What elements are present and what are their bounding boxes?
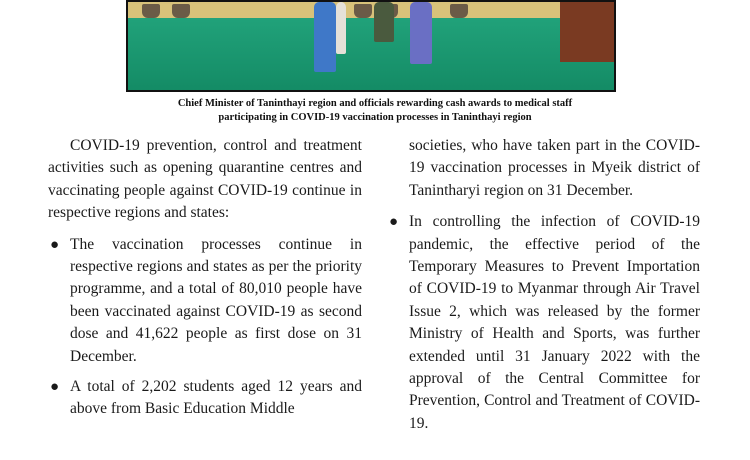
bullet-icon: ● (50, 236, 60, 253)
left-column (48, 135, 362, 429)
flower-pot (450, 4, 468, 18)
bullet-icon: ● (50, 379, 60, 396)
photo-carpet (128, 18, 614, 92)
continuation-paragraph: societies, who have taken part in the COVID-19 vaccination processes in Myeik district of Tanintharyi region on 31 December. (409, 137, 700, 199)
photo-caption (0, 97, 750, 125)
person-figure (314, 2, 336, 72)
flower-pot (354, 4, 372, 18)
flower-pot (142, 4, 160, 18)
person-figure (410, 2, 432, 64)
wooden-cabinet (560, 2, 614, 62)
list-item (387, 211, 700, 435)
ceremony-photo (126, 0, 616, 92)
list-item (48, 234, 362, 368)
list-item (48, 376, 362, 421)
caption-line: Chief Minister of Taninthayi region and officials rewarding cash awards to medical staff (177, 98, 573, 109)
person-figure (336, 2, 346, 54)
person-figure (374, 2, 394, 42)
bullet-icon: ● (389, 214, 399, 231)
list-item-text: In controlling the infection of COVID-19 pandemic, the effective period of the Temporary Measures to Prevent Importation of COVID-19 to Myanmar through Air Travel Issue 2, which was released by the former Ministry of Health and Sports, was further extended until 31 January 2022 with the approval of the Central Committee for Prevention, Control and Treatment of COVID-19. (409, 213, 700, 432)
list-item-text: The vaccination processes continue in respective regions and states as per the priority programme, and a total of 80,010 people have been vaccinated against COVID-19 as second dose and 41,622 people as first dose on 31 December. (70, 235, 362, 365)
intro-paragraph: COVID-19 prevention, control and treatment activities such as opening quarantine centres and vaccinating people against COVID-19 continue in respective regions and states: (48, 137, 362, 222)
right-column (387, 135, 700, 443)
flower-pot (172, 4, 190, 18)
caption-line: participating in COVID-19 vaccination processes in Taninthayi region (218, 112, 532, 123)
list-item-text: A total of 2,202 students aged 12 years and above from Basic Education Middle (70, 378, 362, 418)
